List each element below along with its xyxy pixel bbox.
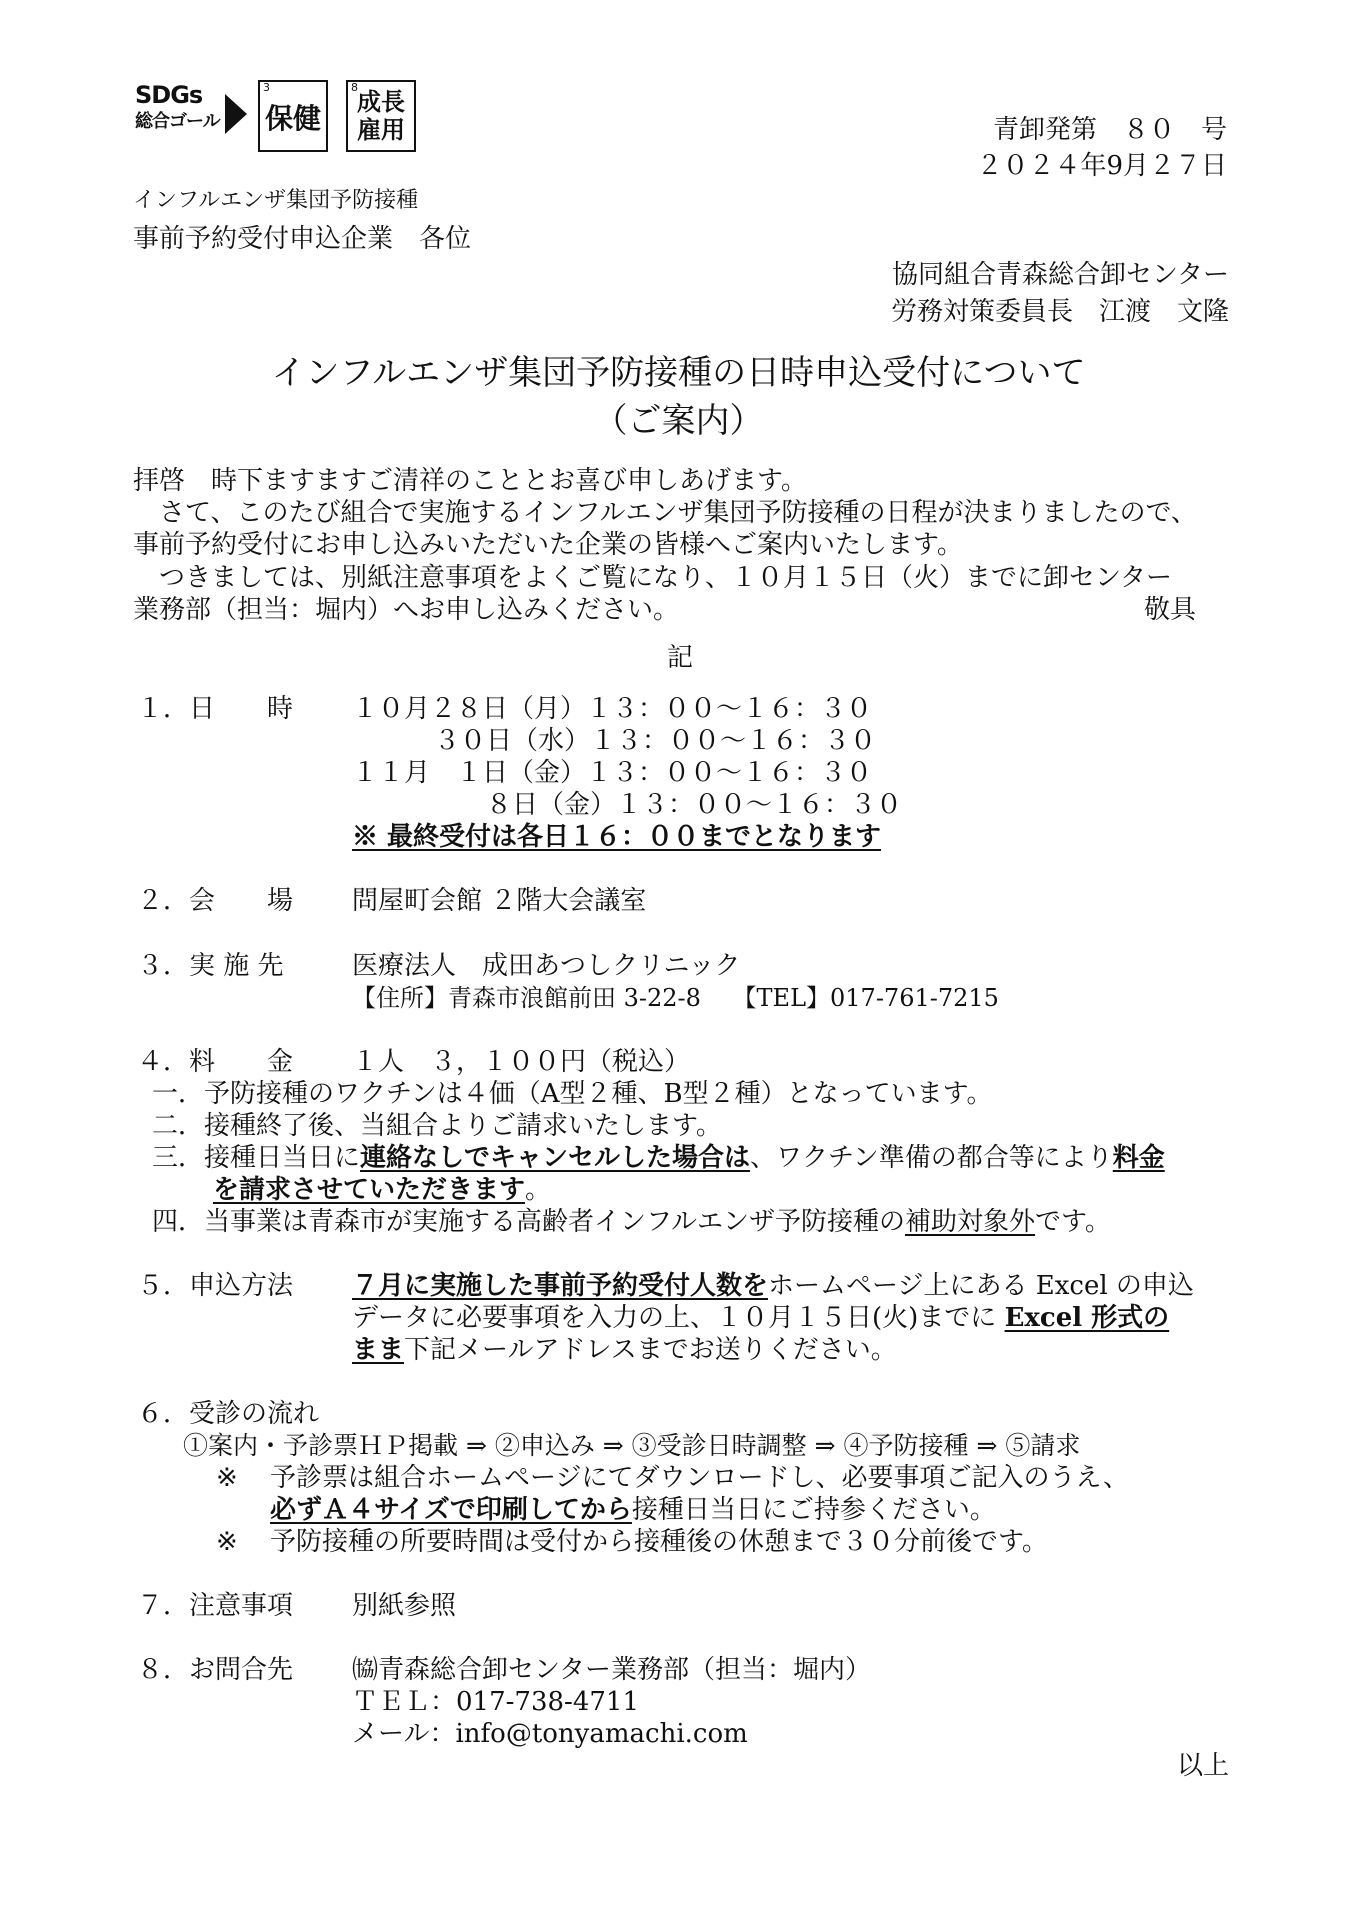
play-arrow-icon — [225, 94, 247, 134]
recipient: 事前予約受付申込企業 各位 — [133, 224, 472, 254]
notes-value: 別紙参照 — [352, 1591, 457, 1621]
flow-note-mark: ※ — [216, 1527, 238, 1557]
goal3-health-badge: 3 保健 — [258, 80, 328, 152]
item-label-flow: ６．受診の流れ — [137, 1399, 320, 1429]
item-label-provider: ３．実 施 先 — [137, 951, 284, 981]
ki-marker: 記 — [667, 643, 694, 673]
intro-greeting: 拝啓 時下ますますご清祥のこととお喜び申しあげます。 — [133, 466, 807, 496]
goal8-growth-badge: 8 成長 雇用 — [346, 80, 416, 152]
provider-value: 医療法人 成田あつしクリニック — [352, 951, 741, 981]
venue-value: 問屋町会館 ２階大会議室 — [352, 886, 647, 916]
intro-paragraph: 事前予約受付にお申し込みいただいた企業の皆様へご案内いたします。 — [133, 530, 963, 560]
fee-note: 二．接種終了後、当組合よりご請求いたします。 — [152, 1111, 722, 1141]
flow-note: 予診票は組合ホームページにてダウンロードし、必要事項ご記入のうえ、 — [270, 1463, 1130, 1493]
application-method: データに必要事項を入力の上、１０月１５日(火)までに Excel 形式の — [352, 1303, 1170, 1333]
item-label-application: ５．申込方法 — [137, 1271, 294, 1301]
document-title: インフルエンザ集団予防接種の日時申込受付について — [271, 353, 1086, 393]
intro-paragraph: 業務部（担当：堀内）へお申し込みください。 — [133, 595, 680, 625]
flow-steps: ①案内・予診票ＨＰ掲載 ⇒ ②申込み ⇒ ③受診日時調整 ⇒ ④予防接種 ⇒ ⑤請求 — [183, 1431, 1081, 1460]
sender-person: 労務対策委員長 江渡 文隆 — [890, 297, 1229, 327]
sdgs-logo-text: SDGs — [135, 81, 203, 109]
item-label-contact: ８．お問合先 — [137, 1655, 294, 1685]
fee-value: １人 ３，１００円（税込） — [352, 1047, 691, 1077]
flow-note: 必ずＡ４サイズで印刷してから接種日当日にご持参ください。 — [270, 1495, 996, 1525]
schedule-entry: １０月２８日（月）１３：００～１６：３０ — [352, 694, 873, 724]
document-date: ２０２４年9月２７日 — [976, 151, 1227, 181]
sender-organization: 協同組合青森総合卸センター — [892, 260, 1229, 290]
item-label-fee: ４．料 金 — [137, 1047, 294, 1077]
closing-word: 敬具 — [1144, 595, 1197, 625]
last-reception-note: ※ 最終受付は各日１６：００までとなります — [352, 822, 882, 852]
document-subtitle: （ご案内） — [593, 401, 764, 441]
schedule-entry: １１月 １日（金）１３：００～１６：３０ — [352, 758, 873, 788]
contact-organization: ㈿青森総合卸センター業務部（担当：堀内） — [352, 1655, 871, 1685]
schedule-entry: ８日（金）１３：００～１６：３０ — [486, 790, 903, 820]
document-number: 青卸発第 ８０ 号 — [992, 115, 1227, 145]
flow-note-mark: ※ — [216, 1463, 238, 1493]
schedule-entry: ３０日（水）１３：００～１６：３０ — [434, 726, 877, 756]
application-method: ７月に実施した事前予約受付人数をホームページ上にある Excel の申込 — [352, 1271, 1194, 1301]
contact-email: メール：info@tonyamachi.com — [352, 1719, 748, 1749]
item-label-notes: ７．注意事項 — [137, 1591, 294, 1621]
fee-note: 一．予防接種のワクチンは４価（A型２種、B型２種）となっています。 — [152, 1079, 993, 1109]
fee-note: 三．接種日当日に連絡なしでキャンセルした場合は、ワクチン準備の都合等により料金 — [152, 1143, 1165, 1173]
intro-paragraph: つきましては、別紙注意事項をよくご覧になり、１０月１５日（火）までに卸センター — [159, 563, 1172, 593]
recipient-subject: インフルエンザ集団予防接種 — [133, 188, 419, 213]
sdgs-logo-subtext: 総合ゴール — [135, 111, 220, 132]
sdgs-logo — [135, 82, 255, 144]
provider-address: 【住所】青森市浪館前田 3-22-8 【TEL】017-761-7215 — [352, 984, 999, 1012]
contact-phone: ＴＥＬ：017-738-4711 — [352, 1687, 639, 1717]
fee-note-continued: を請求させていただきます。 — [213, 1175, 552, 1205]
end-mark: 以上 — [1176, 1751, 1229, 1781]
fee-note: 四．当事業は青森市が実施する高齢者インフルエンザ予防接種の補助対象外です。 — [152, 1207, 1111, 1237]
item-label-datetime: １．日 時 — [137, 694, 294, 724]
flow-note: 予防接種の所要時間は受付から接種後の休憩まで３０分前後です。 — [270, 1527, 1048, 1557]
application-method: まま下記メールアドレスまでお送りください。 — [352, 1335, 897, 1365]
intro-paragraph: さて、このたび組合で実施するインフルエンザ集団予防接種の日程が決まりましたので、 — [159, 498, 1197, 528]
item-label-venue: ２．会 場 — [137, 886, 294, 916]
